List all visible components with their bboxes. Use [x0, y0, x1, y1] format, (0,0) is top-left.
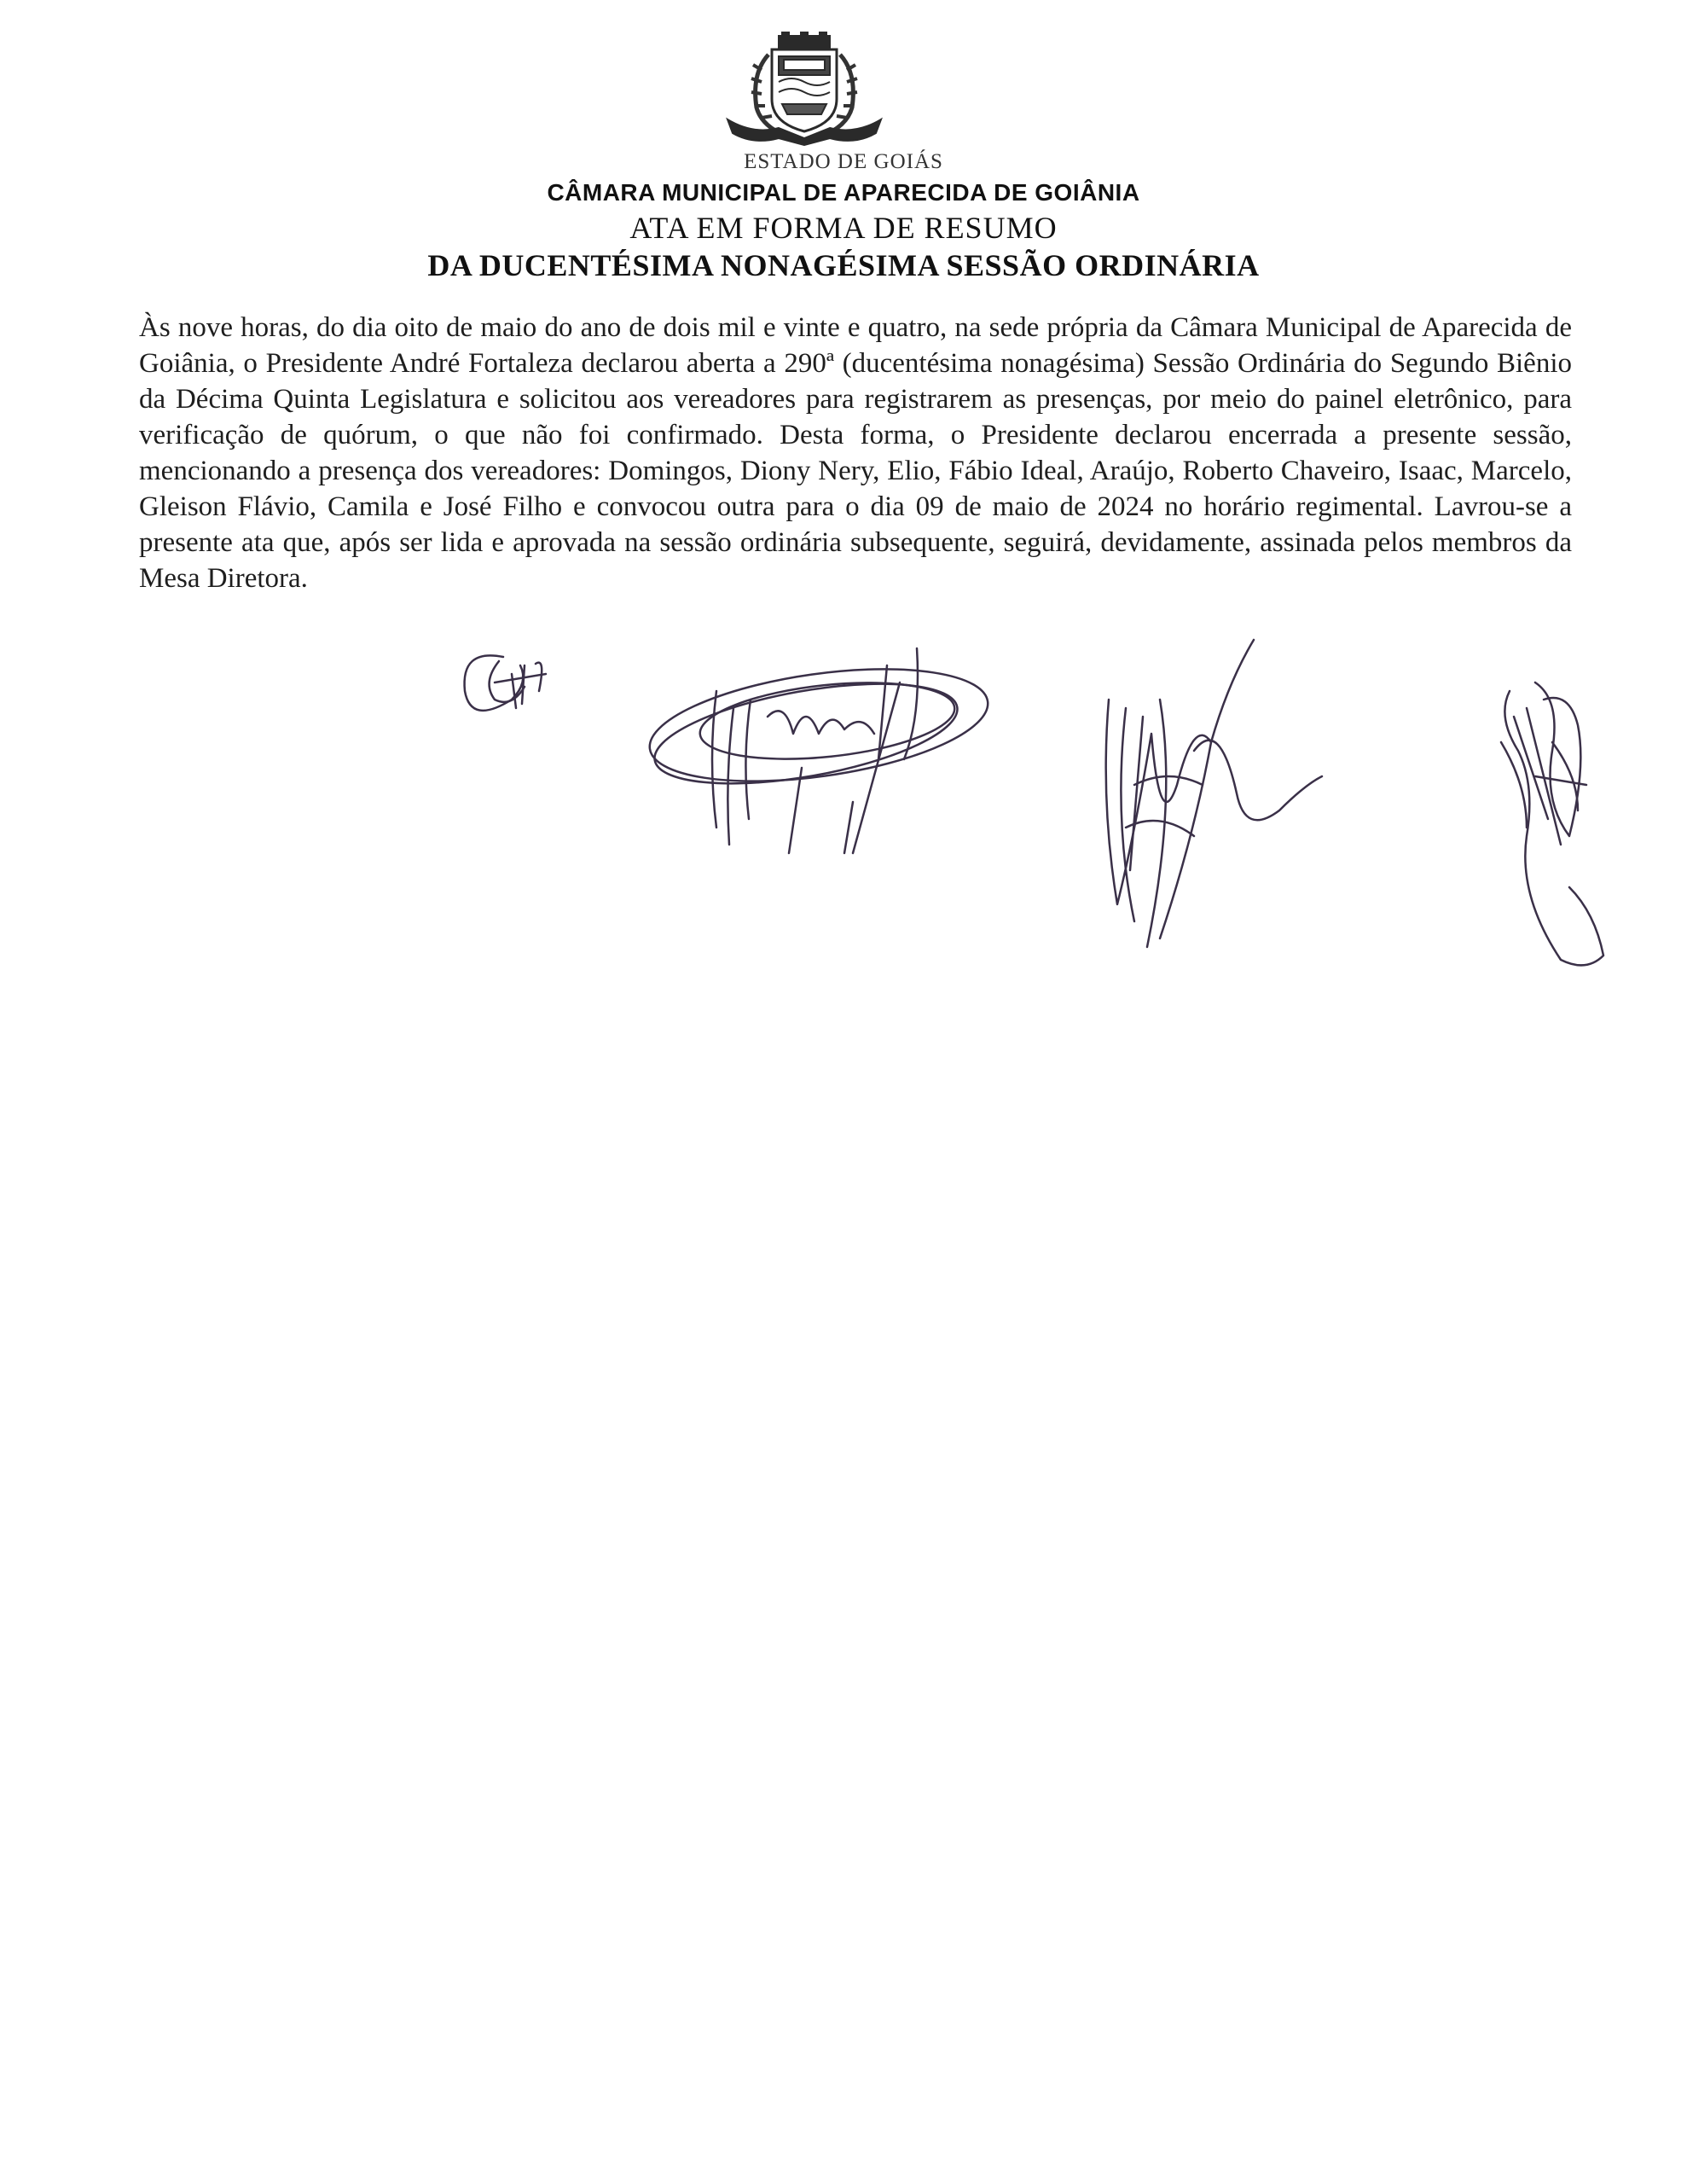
signature-3: [1106, 640, 1322, 947]
signature-1: [465, 655, 546, 711]
signature-4: [1501, 682, 1603, 965]
state-heading: ESTADO DE GOIÁS: [744, 150, 943, 173]
document-title: ATA EM FORMA DE RESUMO: [629, 211, 1058, 245]
signatures-area: [0, 614, 1687, 990]
chamber-heading: CÂMARA MUNICIPAL DE APARECIDA DE GOIÂNIA: [547, 179, 1140, 206]
minutes-body-text: Às nove horas, do dia oito de maio do ano de dois mil e vinte e quatro, na sede própria da Câmara Municipal de Aparecida de Goiânia, o Presidente André Fortaleza declarou aberta a 290ª (ducentésima nonagésima) Sessão Ordinária do Segundo Biênio da Décima Quinta Legislatura e solicitou aos vereadores para registrarem as presenças, por meio do painel eletrônico, para verificação de quórum, o que não foi confirmado. Desta forma, o Presidente declarou encerrada a presente sessão, mencionando a presença dos vereadores: Domingos, Diony Nery, Elio, Fábio Ideal, Araújo, Roberto Chaveiro, Isaac, Marcelo, Gleison Flávio, Camila e José Filho e convocou outra para o dia 09 de maio de 2024 no horário regimental. Lavrou-se a presente ata que, após ser lida e aprovada na sessão ordinária subsequente, seguirá, devidamente, assinada pelos membros da Mesa Diretora.: [139, 312, 1572, 594]
municipal-coat-of-arms-icon: [719, 31, 890, 146]
signature-2: [643, 648, 995, 853]
document-subtitle: DA DUCENTÉSIMA NONAGÉSIMA SESSÃO ORDINÁRIA: [427, 248, 1260, 282]
